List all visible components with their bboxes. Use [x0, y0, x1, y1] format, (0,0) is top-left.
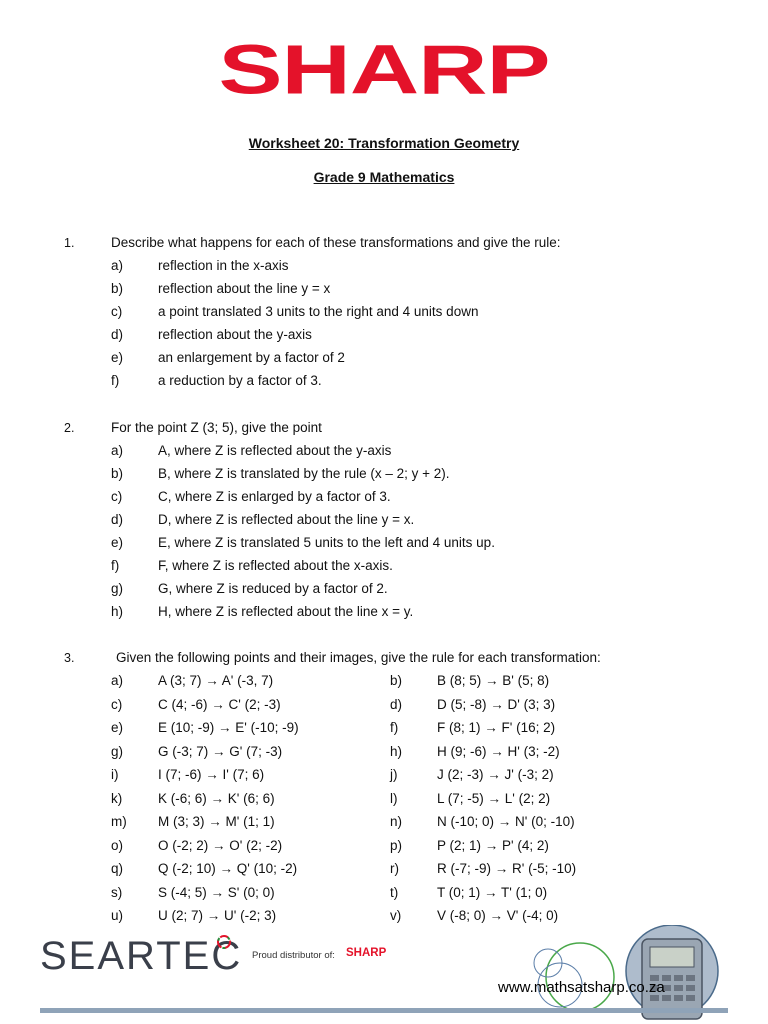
item-text: K (-6; 6) → K' (6; 6) — [158, 790, 275, 806]
transform-row — [0, 765, 768, 785]
proud-distributor-text: Proud distributor of: — [252, 950, 335, 961]
item-label: q) — [111, 861, 124, 876]
item-text: L (7; -5) → L' (2; 2) — [437, 790, 551, 806]
item-label: e) — [111, 720, 124, 735]
item-label: t) — [390, 884, 399, 900]
item-text: T (0; 1) → T' (1; 0) — [437, 884, 548, 900]
question-2-text: For the point Z (3; 5), give the point — [111, 420, 322, 435]
item-text: reflection about the line y = x — [158, 281, 331, 296]
item-text: an enlargement by a factor of 2 — [158, 350, 345, 365]
item-text: C, where Z is enlarged by a factor of 3. — [158, 489, 391, 504]
item-label: f) — [111, 558, 120, 573]
item-label: o) — [111, 837, 124, 853]
list-item — [0, 533, 768, 553]
item-label: l) — [390, 790, 398, 806]
transform-row — [0, 789, 768, 809]
item-label: k) — [111, 790, 123, 806]
item-label: g) — [111, 581, 124, 596]
question-3-text: Given the following points and their images, give the rule for each transformation: — [116, 650, 601, 665]
item-text: C (4; -6) → C' (2; -3) — [158, 696, 281, 712]
transform-row — [0, 859, 768, 879]
item-text: reflection about the y-axis — [158, 327, 312, 342]
item-label: c) — [111, 696, 123, 712]
item-text: H (9; -6) → H' (3; -2) — [437, 743, 560, 759]
item-text: a point translated 3 units to the right and 4 units down — [158, 304, 479, 319]
item-text: P (2; 1) → P' (4; 2) — [437, 837, 549, 853]
item-text: B, where Z is translated by the rule (x – 2; y + 2). — [158, 466, 450, 481]
list-item — [0, 602, 768, 622]
item-text: G, where Z is reduced by a factor of 2. — [158, 581, 388, 596]
item-text: V (-8; 0) → V' (-4; 0) — [437, 908, 559, 923]
list-item — [0, 325, 768, 345]
sharp-logo: SHARP — [218, 31, 550, 109]
item-label: a) — [111, 673, 124, 688]
item-text: F, where Z is reflected about the x-axis. — [158, 558, 393, 573]
item-label: u) — [111, 908, 124, 923]
item-text: U (2; 7) → U' (-2; 3) — [158, 908, 277, 923]
item-label: e) — [111, 350, 124, 365]
list-item — [0, 371, 768, 391]
worksheet-title: Worksheet 20: Transformation Geometry — [248, 135, 520, 151]
list-item — [0, 279, 768, 299]
item-label: j) — [390, 767, 398, 782]
transform-row — [0, 671, 768, 691]
item-label: a) — [111, 258, 124, 273]
item-label: n) — [390, 814, 403, 829]
question-1-number: 1. — [64, 236, 75, 250]
list-item — [0, 556, 768, 576]
list-item — [0, 579, 768, 599]
item-text: D (5; -8) → D' (3; 3) — [437, 696, 556, 712]
item-text: E, where Z is translated 5 units to the left and 4 units up. — [158, 535, 495, 550]
item-label: s) — [111, 884, 123, 900]
transform-row — [0, 695, 768, 715]
item-label: p) — [390, 837, 403, 853]
footer-rule — [40, 1008, 728, 1013]
item-label: f) — [111, 373, 120, 388]
item-label: e) — [111, 535, 124, 550]
list-item — [0, 487, 768, 507]
question-1-text: Describe what happens for each of these transformations and give the rule: — [111, 235, 561, 250]
item-label: d) — [111, 512, 124, 527]
transform-row — [0, 883, 768, 903]
item-label: a) — [111, 443, 124, 458]
item-text: reflection in the x-axis — [158, 258, 289, 273]
item-text: G (-3; 7) → G' (7; -3) — [158, 743, 283, 759]
grade-subtitle: Grade 9 Mathematics — [313, 169, 455, 185]
item-label: b) — [111, 466, 124, 481]
question-3-number: 3. — [64, 651, 75, 665]
item-text: J (2; -3) → J' (-3; 2) — [437, 767, 554, 782]
list-item — [0, 441, 768, 461]
transform-row — [0, 742, 768, 762]
item-label: d) — [111, 327, 124, 342]
list-item — [0, 510, 768, 530]
item-label: h) — [390, 743, 403, 759]
item-text: N (-10; 0) → N' (0; -10) — [437, 814, 575, 829]
item-label: b) — [111, 281, 124, 296]
transform-row — [0, 836, 768, 856]
item-text: A (3; 7) → A' (-3, 7) — [158, 673, 274, 688]
item-text: M (3; 3) → M' (1; 1) — [158, 814, 275, 829]
item-label: c) — [111, 304, 123, 319]
website-url: www.mathsatsharp.co.za — [498, 979, 665, 996]
list-item — [0, 302, 768, 322]
item-label: m) — [111, 814, 127, 829]
list-item — [0, 464, 768, 484]
item-text: R (-7; -9) → R' (-5; -10) — [437, 861, 577, 876]
item-label: r) — [390, 861, 399, 876]
transform-row — [0, 718, 768, 738]
item-label: f) — [390, 720, 399, 735]
transform-row — [0, 906, 768, 926]
item-label: d) — [390, 696, 403, 712]
transform-row — [0, 812, 768, 832]
item-text: Q (-2; 10) → Q' (10; -2) — [158, 861, 298, 876]
item-text: A, where Z is reflected about the y-axis — [158, 443, 392, 458]
item-label: i) — [111, 767, 119, 782]
item-text: H, where Z is reflected about the line x = y. — [158, 604, 414, 619]
item-text: I (7; -6) → I' (7; 6) — [158, 767, 265, 782]
item-text: S (-4; 5) → S' (0; 0) — [158, 884, 275, 900]
item-text: F (8; 1) → F' (16; 2) — [437, 720, 556, 735]
item-text: E (10; -9) → E' (-10; -9) — [158, 720, 299, 735]
list-item — [0, 256, 768, 276]
item-text: B (8; 5) → B' (5; 8) — [437, 673, 550, 688]
item-text: D, where Z is reflected about the line y = x. — [158, 512, 415, 527]
item-label: b) — [390, 673, 403, 688]
list-item — [0, 348, 768, 368]
item-label: v) — [390, 908, 402, 923]
item-text: O (-2; 2) → O' (2; -2) — [158, 837, 283, 853]
item-text: a reduction by a factor of 3. — [158, 373, 322, 388]
proud-sharp-logo: SHARP — [346, 947, 387, 959]
question-2-number: 2. — [64, 421, 75, 435]
item-label: h) — [111, 604, 124, 619]
seartec-logo: SEARTEC — [40, 934, 243, 978]
seartec-mark-icon — [216, 934, 232, 950]
item-label: g) — [111, 743, 124, 759]
item-label: c) — [111, 489, 123, 504]
